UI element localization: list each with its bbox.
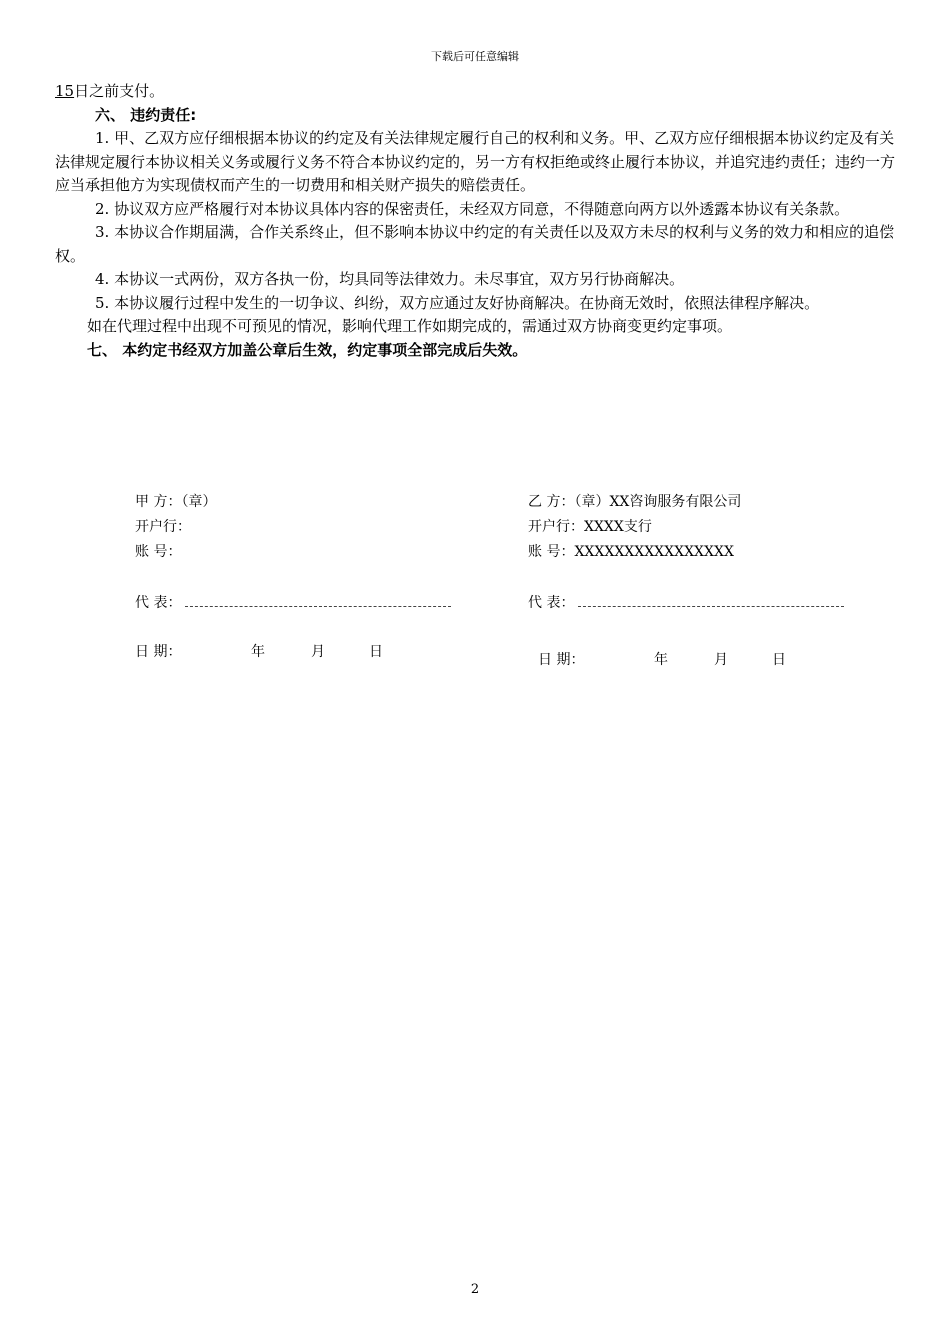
- clause-3: 3. 本协议合作期届满，合作关系终止，但不影响本协议中约定的有关责任以及双方未尽的权利与义务的效力和相应的追偿权。: [55, 223, 895, 265]
- clause-note: 如在代理过程中出现不可预见的情况，影响代理工作如期完成的，需通过双方协商变更约定事项。: [87, 317, 733, 335]
- party-b-date-year: 年: [654, 652, 668, 668]
- party-b-representative: [528, 591, 908, 616]
- party-a-date-label: 日 期：: [135, 644, 182, 660]
- party-a-date: [135, 640, 515, 665]
- clause-1: 1. 甲、乙双方应仔细根据本协议的约定及有关法律规定履行自己的权利和义务。甲、乙双方应仔细根据本协议约定及有关法律规定履行本协议相关义务或履行义务不符合本协议约定的，另一方有权拒绝或终止履行本协议，并追究违约责任；违约一方应当承担他方为实现债权而产生的一切费用和相关财产损失的赔偿责任。: [55, 129, 896, 194]
- party-a-rep-label: 代 表：: [135, 595, 182, 611]
- clause-5: 5. 本协议履行过程中发生的一切争议、纠纷，双方应通过友好协商解决。在协商无效时，依照法律程序解决。: [95, 293, 820, 312]
- party-b-date-month: 月: [714, 652, 728, 668]
- party-a-date-month: 月: [311, 644, 325, 660]
- party-a-bank: 开户行：: [135, 519, 191, 535]
- party-b-rep-label: 代 表：: [528, 595, 575, 611]
- party-a-rep-line: [185, 592, 451, 607]
- clause-4: 4. 本协议一式两份，双方各执一份，均具同等法律效力。未尽事宜，双方另行协商解决。: [95, 270, 685, 288]
- party-b-signature-block: [528, 490, 908, 673]
- document-body: [55, 80, 900, 362]
- party-b-name: 乙 方：（章）XX咨询服务有限公司: [528, 494, 742, 510]
- party-b-date: [528, 648, 908, 673]
- party-b-date-day: 日: [772, 652, 786, 668]
- party-b-rep-line: [578, 592, 844, 607]
- section-6-title: 六、 违约责任:: [95, 105, 197, 124]
- party-a-date-day: 日: [369, 644, 383, 660]
- party-b-account: 账 号：XXXXXXXXXXXXXXXX: [528, 544, 734, 560]
- party-a-representative: [135, 591, 515, 616]
- party-a-date-year: 年: [251, 644, 265, 660]
- party-a-signature-block: [135, 490, 515, 665]
- party-b-bank: 开户行：XXXX支行: [528, 519, 652, 535]
- party-a-account: 账 号：: [135, 544, 182, 560]
- page-header: 下载后可任意编辑: [431, 50, 519, 63]
- section-7-title: 七、 本约定书经双方加盖公章后生效，约定事项全部完成后失效。: [87, 340, 528, 359]
- party-a-name: 甲 方：（章）: [135, 494, 217, 510]
- page-number: 2: [470, 1282, 480, 1297]
- clause-2: 2. 协议双方应严格履行对本协议具体内容的保密责任，未经双方同意，不得随意向两方以外透露本协议有关条款。: [95, 199, 850, 218]
- party-b-date-label: 日 期：: [538, 652, 585, 668]
- first-line-text: 日之前支付。: [74, 82, 165, 100]
- first-line: [55, 80, 900, 104]
- first-line-number: 15: [55, 82, 75, 100]
